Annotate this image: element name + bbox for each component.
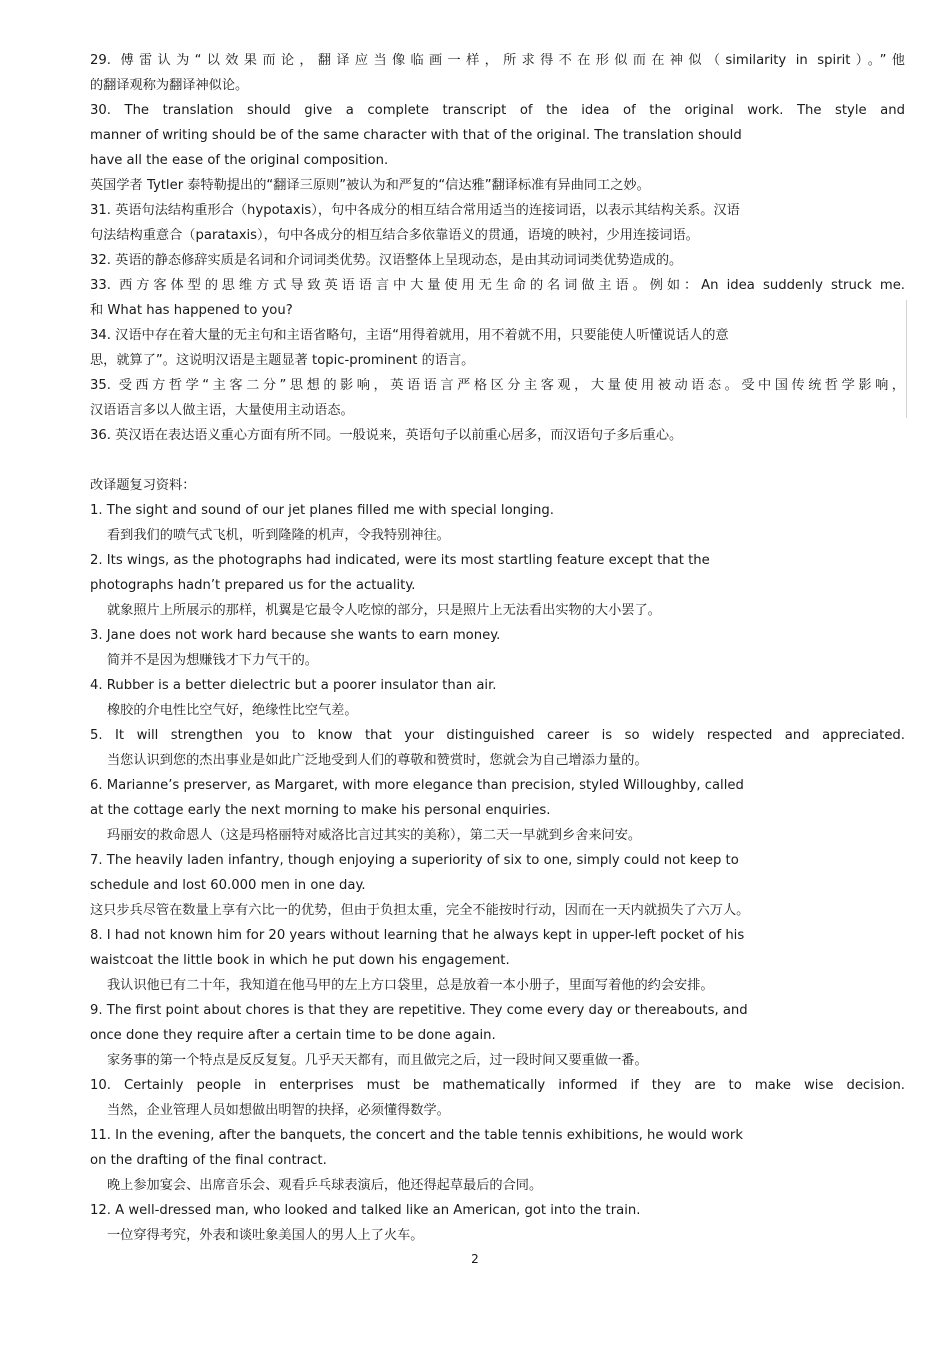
page-body [90, 48, 905, 1248]
exercise-6-chinese: 玛丽安的救命恩人（这是玛格丽特对威洛比言过其实的美称），第二天一早就到乡舍来问安。 [107, 828, 642, 843]
exercise-4-chinese: 橡胶的介电性比空气好，绝缘性比空气差。 [107, 703, 358, 718]
point-31-line-2: 句法结构重意合（parataxis），句中各成分的相互结合多依靠语义的贯通，语境的映衬，少用连接词语。 [90, 228, 699, 243]
exercise-3-english: 3. Jane does not work hard because she wants to earn money. [90, 628, 501, 643]
section-heading: 改译题复习资料： [90, 478, 196, 493]
point-35-line-2: 汉语语言多以人做主语，大量使用主动语态。 [90, 403, 354, 418]
point-34-line-2: 思，就算了”。这说明汉语是主题显著 topic-prominent 的语言。 [90, 353, 475, 368]
exercise-10-chinese: 当然，企业管理人员如想做出明智的抉择，必须懂得数学。 [107, 1103, 450, 1118]
exercise-7-english-line-2: schedule and lost 60.000 men in one day. [90, 878, 366, 893]
exercise-12-english: 12. A well-dressed man, who looked and talked like an American, got into the train. [90, 1203, 641, 1218]
exercise-7-chinese: 这只步兵尽管在数量上享有六比一的优势，但由于负担太重，完全不能按时行动，因而在一天内就损失了六万人。 [90, 903, 750, 918]
exercise-1-english: 1. The sight and sound of our jet planes filled me with special longing. [90, 503, 554, 518]
point-35-line-1: 35. 受西方哲学“主客二分”思想的影响，英语语言严格区分主客观，大量使用被动语态。受中国传统哲学影响， [90, 378, 905, 393]
exercise-8-chinese: 我认识他已有二十年，我知道在他马甲的左上方口袋里，总是放着一本小册子，里面写着他的约会安排。 [107, 978, 714, 993]
exercise-2-english-line-1: 2. Its wings, as the photographs had indicated, were its most startling feature except that the [90, 553, 710, 568]
point-33-line-1: 33. 西方客体型的思维方式导致英语语言中大量使用无生命的名词做主语。例如：An idea suddenly struck me. [90, 278, 905, 293]
exercise-6-english-line-1: 6. Marianne’s preserver, as Margaret, with more elegance than precision, styled Willoughby, called [90, 778, 744, 793]
point-36-line: 36. 英汉语在表达语义重心方面有所不同。一般说来，英语句子以前重心居多，而汉语句子多后重心。 [90, 428, 683, 443]
page-edge-divider [906, 300, 907, 418]
point-33-line-2: 和 What has happened to you? [90, 303, 293, 318]
point-34-line-1: 34. 汉语中存在着大量的无主句和主语省略句，主语“用得着就用，用不着就不用，只要能使人听懂说话人的意 [90, 328, 729, 343]
exercise-12-chinese: 一位穿得考究，外表和谈吐象美国人的男人上了火车。 [107, 1228, 424, 1243]
exercise-8-english-line-2: waistcoat the little book in which he put down his engagement. [90, 953, 510, 968]
exercise-8-english-line-1: 8. I had not known him for 20 years without learning that he always kept in upper-left pocket of his [90, 928, 745, 943]
point-30-line-3: have all the ease of the original composition. [90, 153, 389, 168]
exercise-3-chinese: 简并不是因为想赚钱才下力气干的。 [107, 653, 318, 668]
page-number: 2 [471, 1252, 479, 1266]
point-30-line-2: manner of writing should be of the same character with that of the original. The translation should [90, 128, 742, 143]
point-30-line-4: 英国学者 Tytler 泰特勒提出的“翻译三原则”被认为和严复的“信达雅”翻译标准有异曲同工之妙。 [90, 178, 650, 193]
exercise-6-english-line-2: at the cottage early the next morning to make his personal enquiries. [90, 803, 551, 818]
exercise-11-chinese: 晚上参加宴会、出席音乐会、观看乒乓球表演后，他还得起草最后的合同。 [107, 1178, 543, 1193]
exercise-9-english-line-1: 9. The first point about chores is that they are repetitive. They come every day or thereabouts, and [90, 1003, 748, 1018]
section-spacer [90, 448, 905, 473]
exercise-5-english: 5. It will strengthen you to know that your distinguished career is so widely respected and appreciated. [90, 728, 905, 743]
point-31-line-1: 31. 英语句法结构重形合（hypotaxis），句中各成分的相互结合常用适当的连接词语，以表示其结构关系。汉语 [90, 203, 740, 218]
exercise-11-english-line-2: on the drafting of the final contract. [90, 1153, 327, 1168]
point-32-line: 32. 英语的静态修辞实质是名词和介词词类优势。汉语整体上呈现动态，是由其动词词类优势造成的。 [90, 253, 683, 268]
point-29-line-1: 29. 傅雷认为“以效果而论，翻译应当像临画一样，所求得不在形似而在神似（similarity in spirit）。”他 [90, 53, 905, 68]
exercise-10-english: 10. Certainly people in enterprises must be mathematically informed if they are to make wise decision. [90, 1078, 905, 1093]
exercise-9-english-line-2: once done they require after a certain time to be done again. [90, 1028, 496, 1043]
exercise-2-english-line-2: photographs hadn’t prepared us for the actuality. [90, 578, 416, 593]
exercise-9-chinese: 家务事的第一个特点是反反复复。几乎天天都有，而且做完之后，过一段时间又要重做一番。 [107, 1053, 648, 1068]
exercise-4-english: 4. Rubber is a better dielectric but a poorer insulator than air. [90, 678, 497, 693]
point-29-line-2: 的翻译观称为翻译神似论。 [90, 78, 249, 93]
exercise-11-english-line-1: 11. In the evening, after the banquets, the concert and the table tennis exhibitions, he would work [90, 1128, 743, 1143]
point-30-line-1: 30. The translation should give a complete transcript of the idea of the original work. The style and [90, 103, 905, 118]
exercise-1-chinese: 看到我们的喷气式飞机，听到隆隆的机声，令我特别神往。 [107, 528, 450, 543]
exercise-5-chinese: 当您认识到您的杰出事业是如此广泛地受到人们的尊敬和赞赏时，您就会为自己增添力量的。 [107, 753, 648, 768]
exercise-2-chinese: 就象照片上所展示的那样，机翼是它最令人吃惊的部分，只是照片上无法看出实物的大小罢了。 [107, 603, 661, 618]
exercise-7-english-line-1: 7. The heavily laden infantry, though enjoying a superiority of six to one, simply could not keep to [90, 853, 739, 868]
